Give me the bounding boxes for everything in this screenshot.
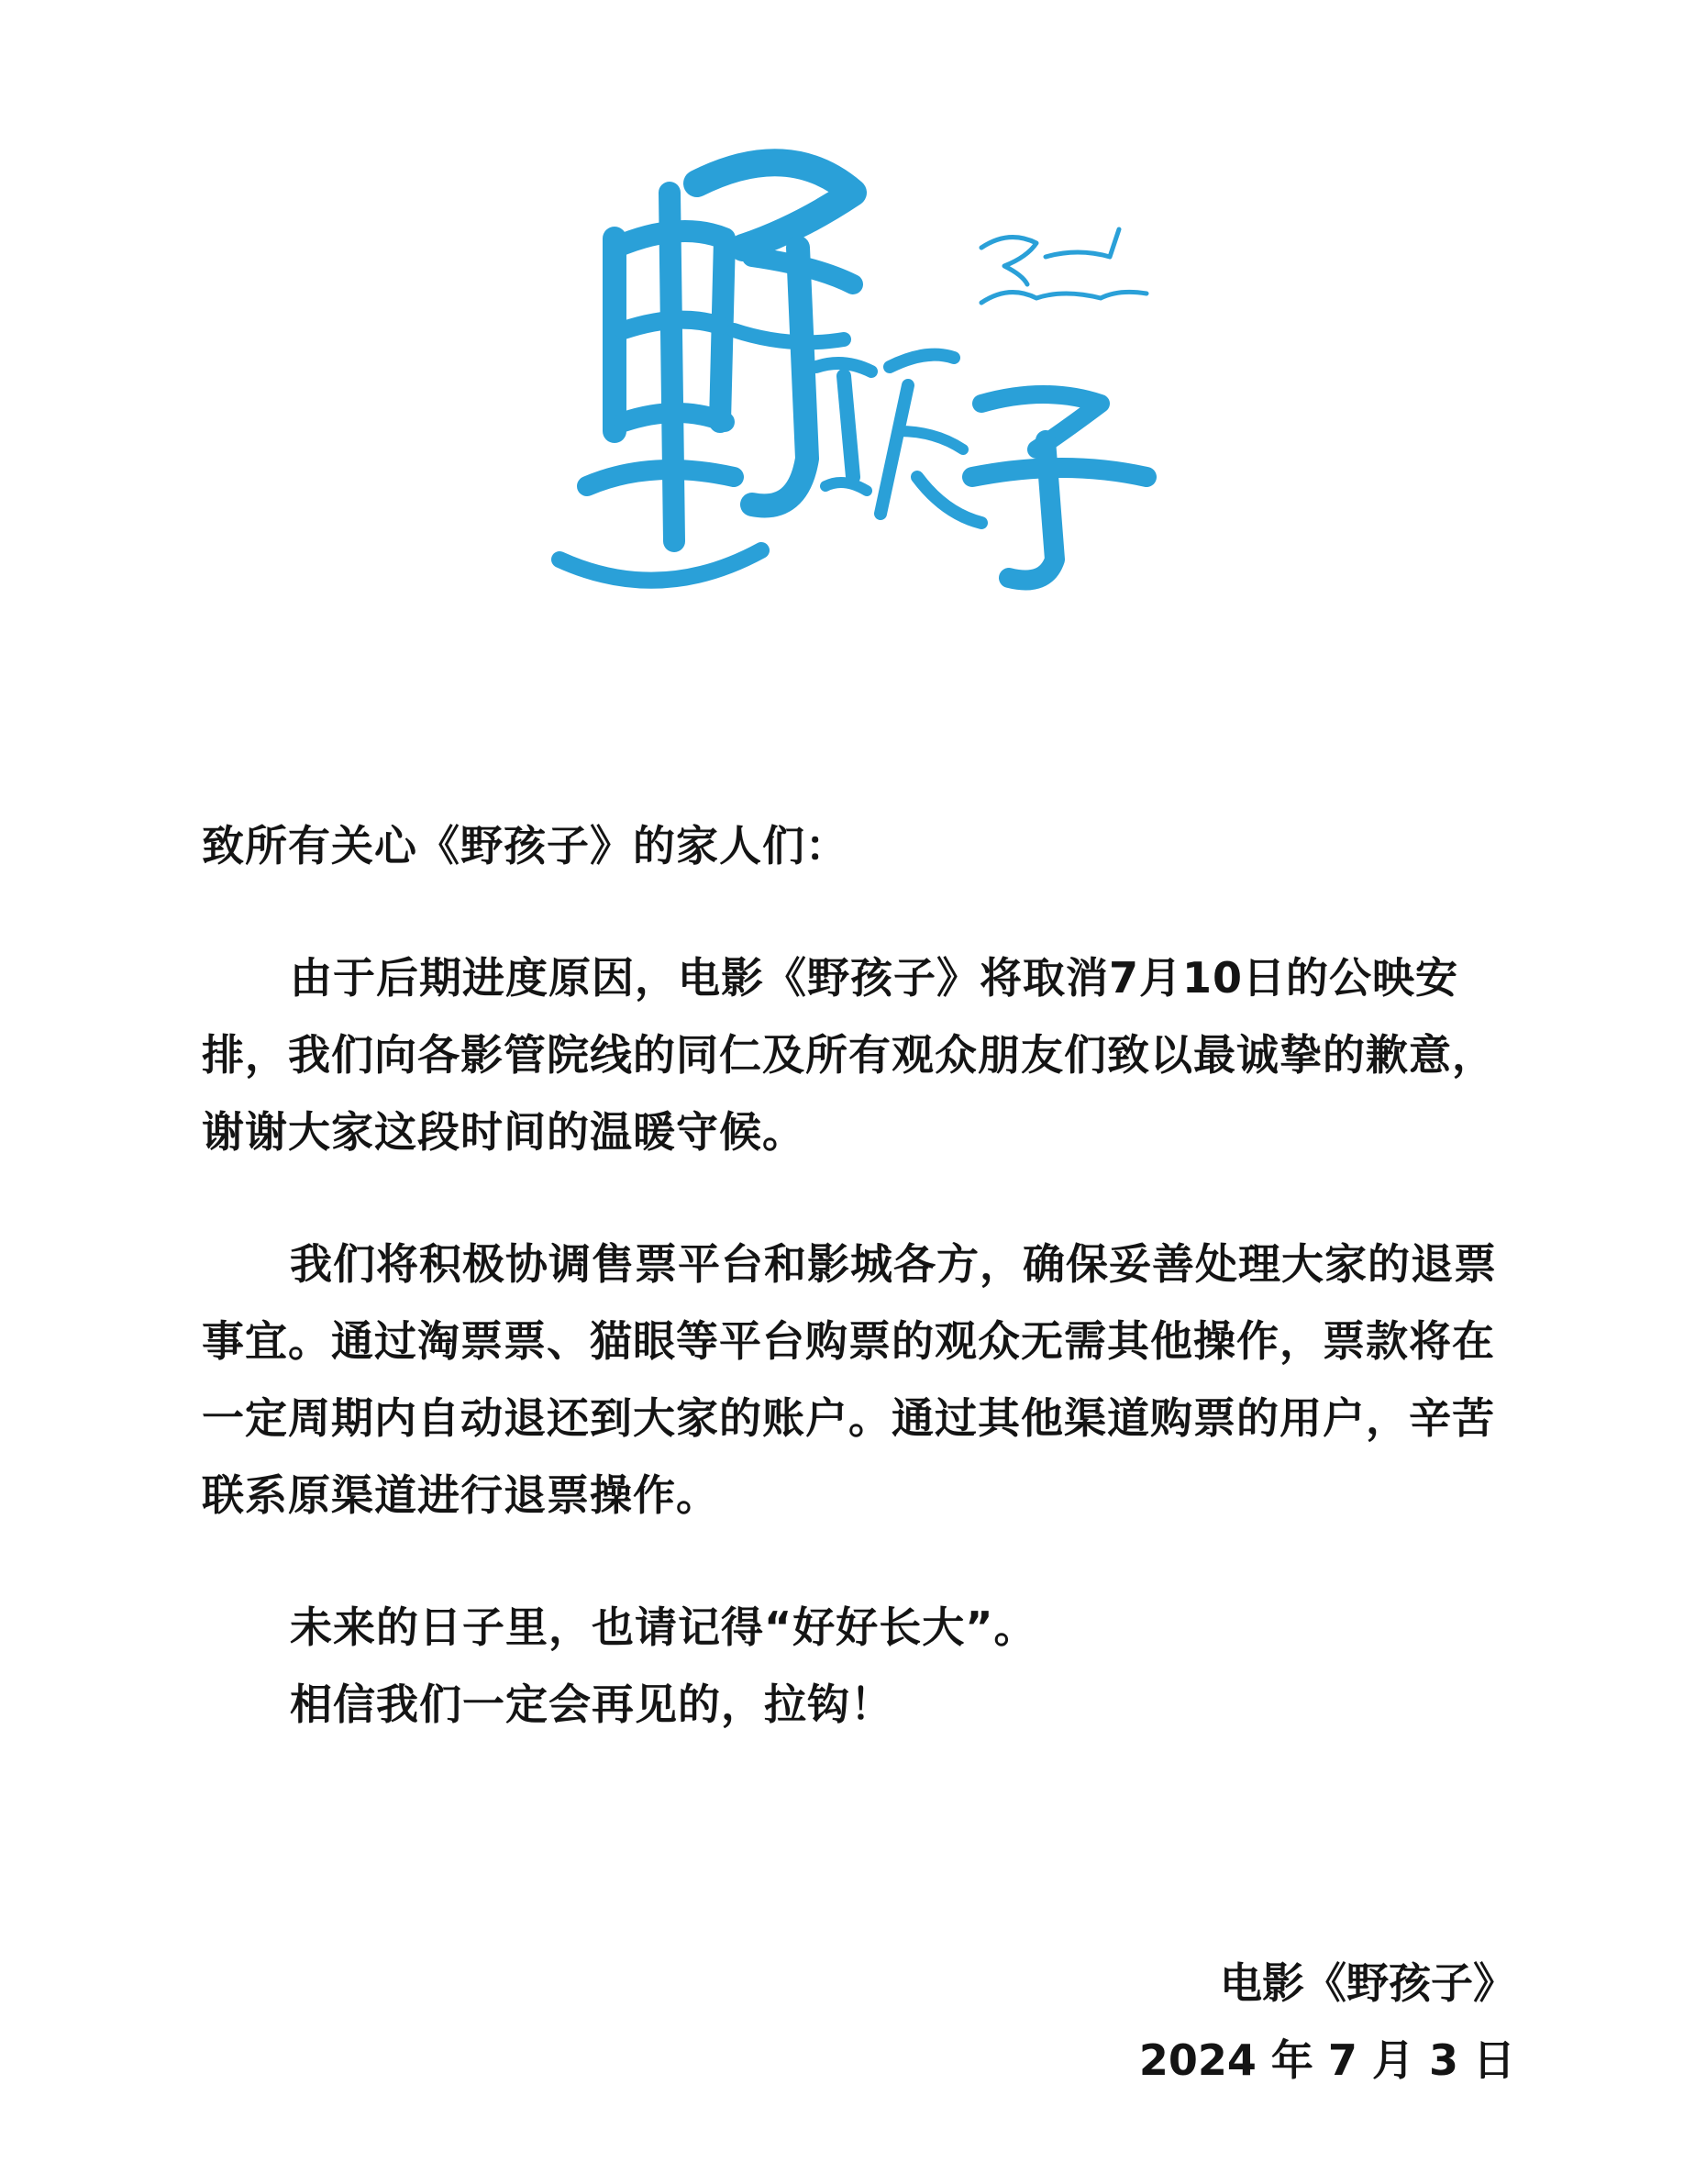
salutation: 致所有关心《野孩子》的家人们：: [202, 821, 848, 870]
paragraph-1: 由于后期进度原因，电影《野孩子》将取消7月10日的公映安排，我们向各影管院线的同仁及所有观众朋友们致以最诚挚的歉意，谢谢大家这段时间的温暖守候。: [202, 953, 1495, 1157]
paragraph-2: 我们将积极协调售票平台和影城各方，确保妥善处理大家的退票事宜。通过淘票票、猫眼等平台购票的观众无需其他操作，票款将在一定周期内自动退还到大家的账户。通过其他渠道购票的用户，辛苦联系原渠道进行退票操作。: [202, 1239, 1497, 1520]
closing-line-1: 未来的日子里，也请记得“好好长大”。: [290, 1602, 1037, 1652]
movie-logo: [550, 128, 1174, 697]
signature-org: 电影《野孩子》: [1220, 1958, 1515, 2008]
closing-line-2: 相信我们一定会再见的，拉钩！: [290, 1680, 893, 1729]
signature-date: 2024 年 7 月 3 日: [1138, 2035, 1515, 2085]
calligraphy-logo-art: [550, 128, 1174, 697]
letter-body: [202, 807, 1523, 1743]
signature-block: [1139, 1945, 1515, 2099]
